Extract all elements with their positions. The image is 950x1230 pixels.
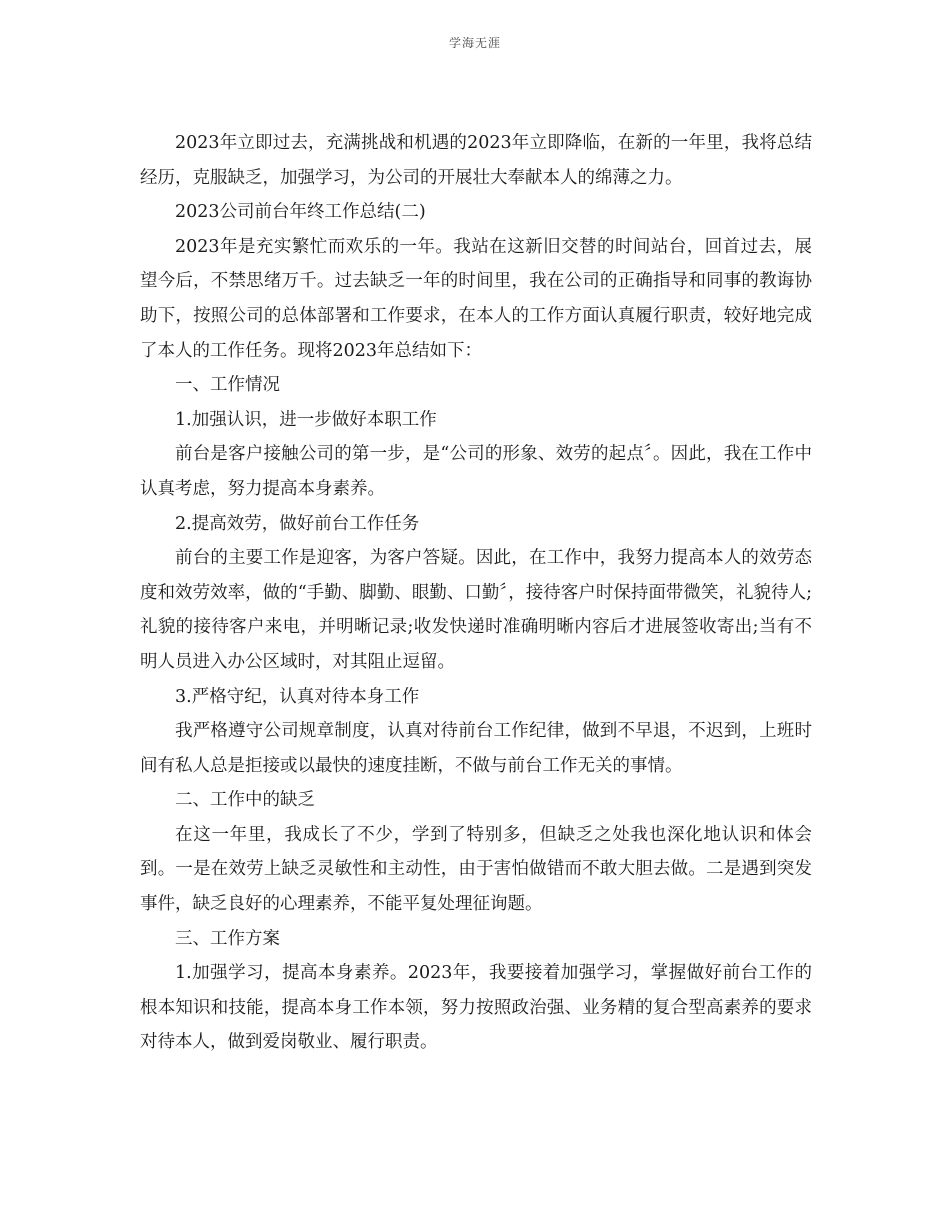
subheading: 1.加强认识，进一步做好本职工作 bbox=[175, 409, 437, 430]
subheading: 2.提高效劳，做好前台工作任务 bbox=[175, 513, 420, 534]
section-heading: 一、工作情况 bbox=[175, 375, 280, 396]
page-header: 学海无涯 bbox=[448, 36, 501, 50]
section-heading: 三、工作方案 bbox=[175, 928, 280, 949]
subheading: 3.严格守纪，认真对待本身工作 bbox=[175, 686, 420, 707]
paragraph: 前台的主要工作是迎客，为客户答疑。因此，在工作中，我努力提高本人的效劳态度和效劳效率，做的“手勤、脚勤、眼勤、口勤〞，接待客户时保持面带微笑，礼貌待人;礼貌的接待客户来电，并明晰记录;收发快递时准确明晰内容后才进展签收寄出;当有不明人员进入办公区域时，对其阻止逗留。 bbox=[140, 548, 812, 672]
document-body bbox=[140, 126, 812, 1060]
paragraph: 2023年是充实繁忙而欢乐的一年。我站在这新旧交替的时间站台，回首过去，展望今后，不禁思绪万千。过去缺乏一年的时间里，我在公司的正确指导和同事的教诲协助下，按照公司的总体部署和工作要求，在本人的工作方面认真履行职责，较好地完成了本人的工作任务。现将2023年总结如下： bbox=[140, 236, 812, 361]
section-title: 2023公司前台年终工作总结(二) bbox=[175, 202, 426, 223]
section-heading: 二、工作中的缺乏 bbox=[175, 790, 315, 811]
paragraph: 在这一年里，我成长了不少，学到了特别多，但缺乏之处我也深化地认识和体会到。一是在效劳上缺乏灵敏性和主动性，由于害怕做错而不敢大胆去做。二是遇到突发事件，缺乏良好的心理素养，不能平复处理征询题。 bbox=[140, 824, 812, 915]
paragraph: 前台是客户接触公司的第一步，是“公司的形象、效劳的起点〞。因此，我在工作中认真考虑，努力提高本身素养。 bbox=[140, 444, 812, 499]
paragraph: 我严格遵守公司规章制度，认真对待前台工作纪律，做到不早退，不迟到，上班时间有私人总是拒接或以最快的速度挂断，不做与前台工作无关的事情。 bbox=[140, 721, 812, 776]
paragraph: 2023年立即过去，充满挑战和机遇的2023年立即降临，在新的一年里，我将总结经历，克服缺乏，加强学习，为公司的开展壮大奉献本人的绵薄之力。 bbox=[140, 133, 812, 188]
paragraph: 1.加强学习，提高本身素养。2023年，我要接着加强学习，掌握做好前台工作的根本知识和技能，提高本身工作本领，努力按照政治强、业务精的复合型高素养的要求对待本人，做到爱岗敬业、履行职责。 bbox=[140, 963, 812, 1053]
